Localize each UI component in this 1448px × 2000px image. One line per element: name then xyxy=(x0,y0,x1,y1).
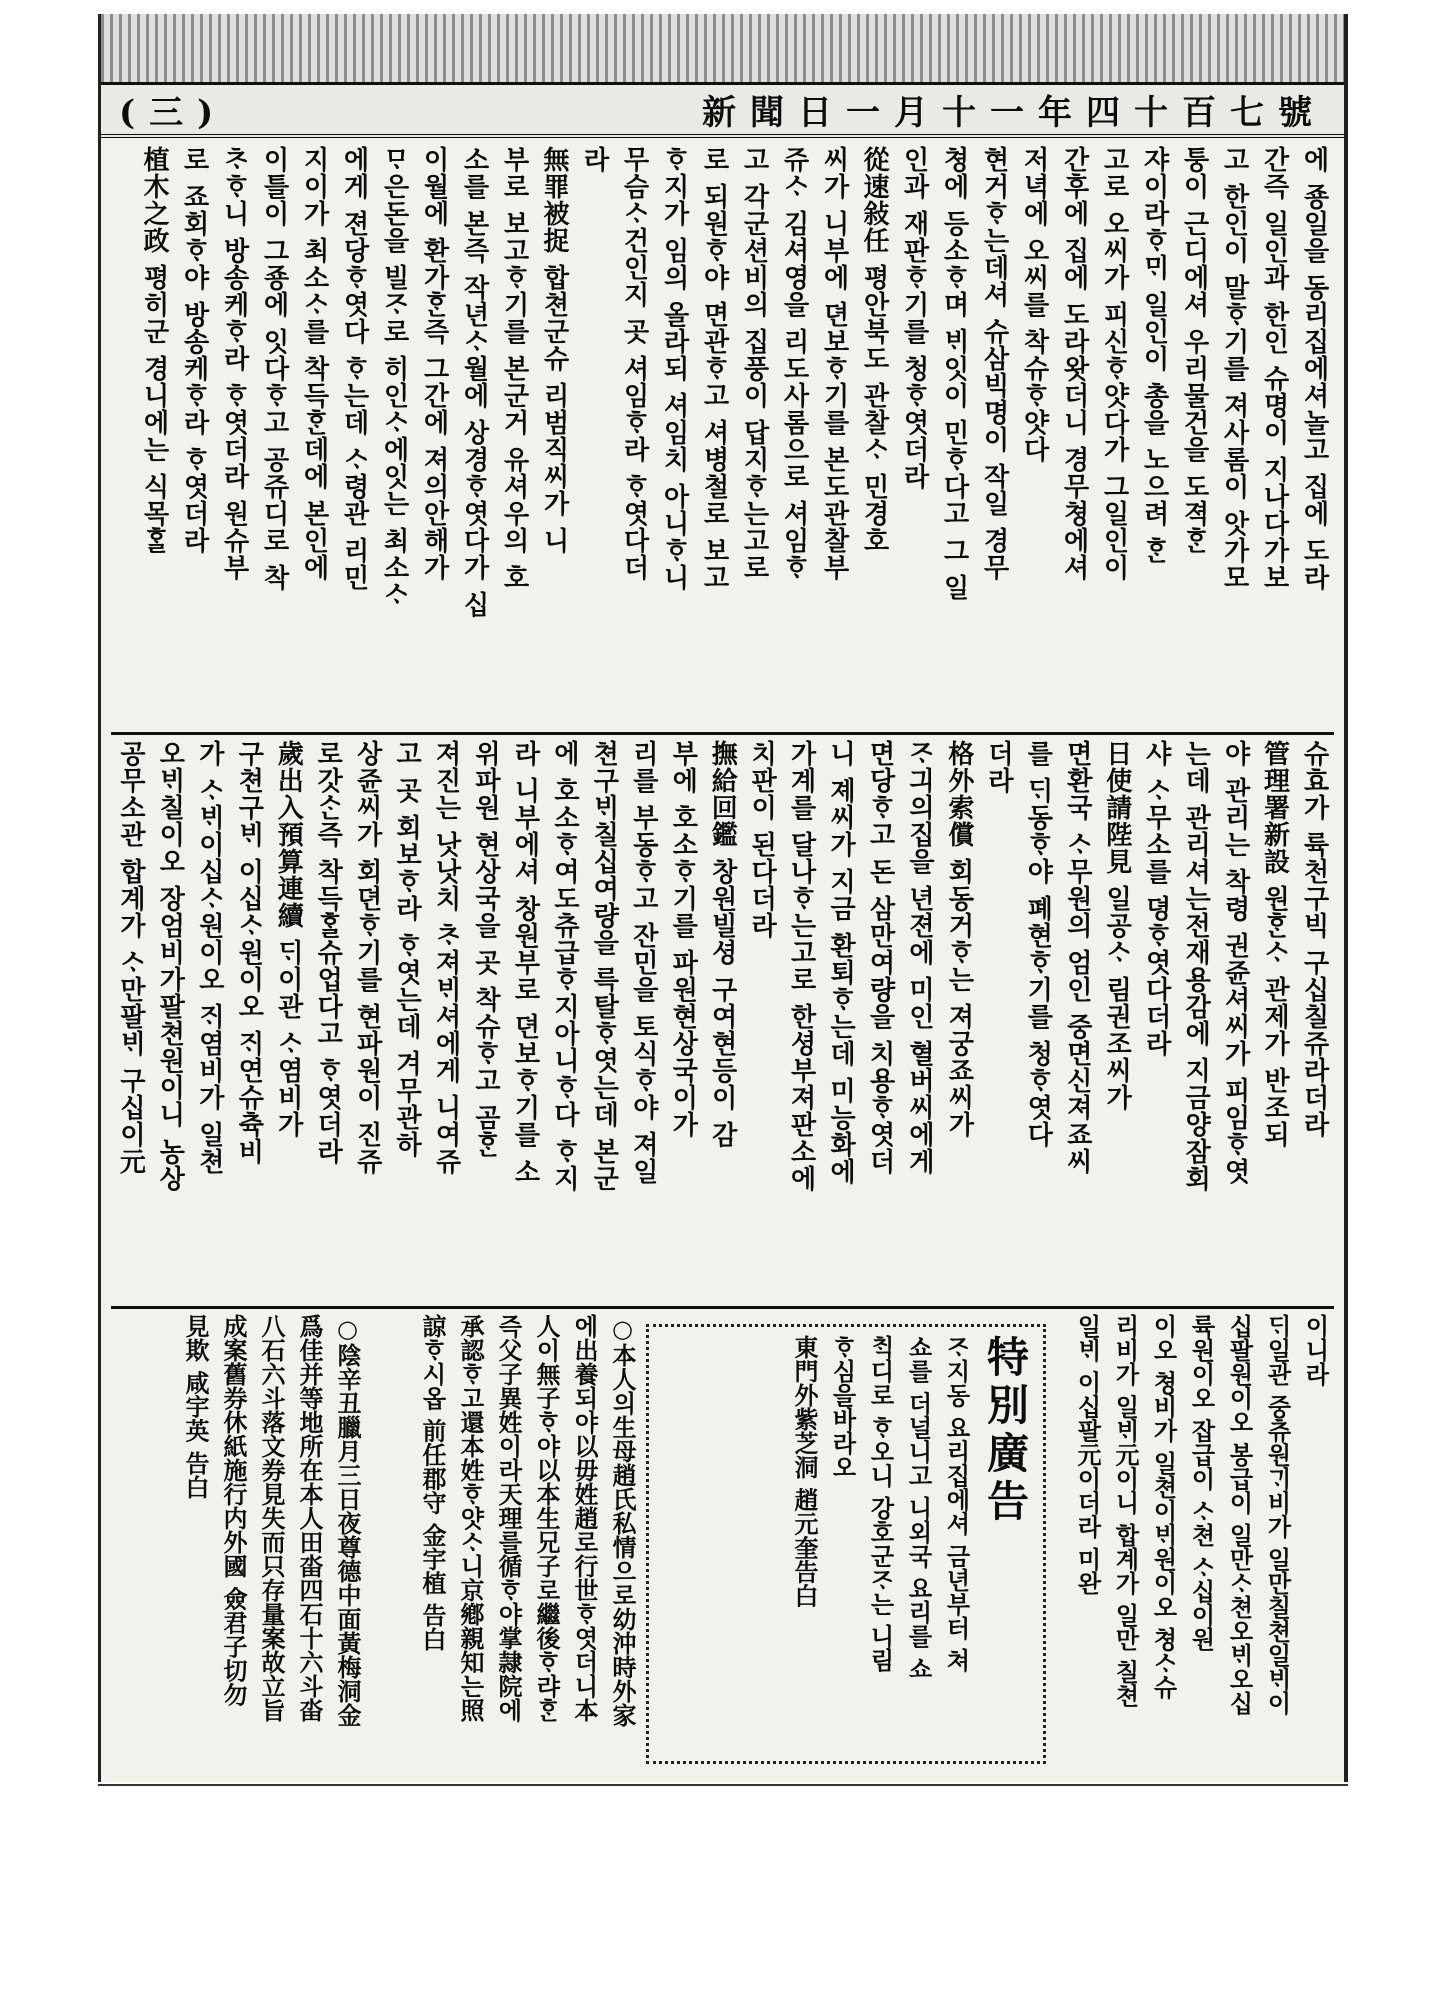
notice-name-change-lines xyxy=(371,1314,641,1774)
middle-column-line: 라 니부에셔 창원부로 뎐보ᄒᆞ기를 소 xyxy=(509,740,540,1186)
newspaper-page xyxy=(98,14,1348,1782)
middle-column-line: 치판이 된다더라 xyxy=(746,740,777,940)
middle-column-line: 슈효가 륙천구빅 구십칠쥬라더라 xyxy=(1299,740,1329,1139)
middle-column-line: 야 관리는 착령 권쥰셔씨가 피임ᄒᆞ엿 xyxy=(1220,740,1251,1186)
middle-column-line: 는데 관리셔는전재용감에 지금양잠회 xyxy=(1180,740,1211,1193)
upper-column-line: 씨가 니부에 뎐보ᄒᆞ기를 본도관찰부 xyxy=(819,146,849,582)
middle-column-line: 日使請陛見 일공ᄉᆞ 림권조씨가 xyxy=(1101,740,1132,1112)
notice-lost-deed-line: ○陰辛丑臘月三日夜尊德中面黃梅洞金 xyxy=(333,1314,362,1727)
masthead-band xyxy=(101,14,1344,82)
middle-section xyxy=(111,740,1334,1300)
middle-column-line: 샤 ᄉᆞ무소를 뎡ᄒᆞ엿다더라 xyxy=(1141,740,1172,1058)
notice-lost-deed-line: 八石六斗落文券見失而只存量案故立旨 xyxy=(257,1314,286,1722)
special-ad-title: 特別廣告 xyxy=(981,1335,1030,1527)
middle-column-line: 에 호소ᄒᆞ여도츄급ᄒᆞ지아니ᄒᆞ다 ᄒᆞ지 xyxy=(549,740,580,1193)
middle-column-line: 리를 부동ᄒᆞ고 잔민을 토식ᄒᆞ야 져일 xyxy=(628,740,659,1186)
middle-column-line: 면당ᄒᆞ고 돈 삼만여량을 치용ᄒᆞ엿더 xyxy=(865,740,896,1176)
notice-name-change-line: 承認ᄒᆞ고還本姓ᄒᆞ얏ᄉᆞ니京鄕親知는照 xyxy=(456,1314,485,1722)
middle-column-line: 부에 호소ᄒᆞ기를 파원현상국이가 xyxy=(667,740,698,1139)
lower-right-column-line: 륙원이오 잡급이 ᄉᆞ쳔 ᄉᆞ십이원 xyxy=(1187,1314,1216,1652)
middle-column-line: 歲出入預算連續 ᄃᆡ이관 ᄉᆞ염비가 xyxy=(273,740,304,1139)
middle-column-line: 가계를 달나ᄒᆞ는고로 한셩부져판소에 xyxy=(786,740,817,1193)
middle-column-line: 오ᄇᆡ칠이오 장엄비가팔쳔원이니 농상 xyxy=(154,740,185,1193)
lower-right-column-line: ᄃᆡ일관 중츄원ᄀᆡ비가 일만칠쳔일ᄇᆡ이 xyxy=(1263,1314,1292,1715)
middle-column-line: 管理署新設 원ᄒᆞᆫᄉᆞ 관제가 반조되 xyxy=(1259,740,1290,1149)
upper-column-line: 퉁이 근디에셔 우리물건을 도젹ᄒᆞᆫ xyxy=(1179,146,1209,555)
divider-upper xyxy=(111,732,1334,735)
middle-column-line: 면환국 ᄉᆞ무원의 엄인 중면신져죠씨 xyxy=(1062,740,1093,1176)
special-ad xyxy=(646,1324,1046,1764)
special-ad-line: ᄎᆡᆨ디로 ᄒᆞ오니 강호군ᄌᆞ는 니림 xyxy=(866,1335,895,1673)
middle-column-line: 로갓ᄉᆞᆫ즉 착득ᄒᆞᆯ슈업다고 ᄒᆞ엿더라 xyxy=(312,740,343,1166)
upper-column-line: 저녁에 오씨를 착슈ᄒᆞ얏다 xyxy=(1019,146,1049,464)
special-ad-lines xyxy=(657,1335,975,1753)
header-date-line: 新聞日一月十一年四十百七號 xyxy=(702,93,1326,133)
upper-column-line: 고 각군션비의 집풍이 답지ᄒᆞ는고로 xyxy=(739,146,769,582)
upper-column-line: 간즉 일인과 한인 슈명이 지나다가보 xyxy=(1259,146,1289,592)
special-ad-line: 東門外紫芝洞 趙元奎告白 xyxy=(790,1335,819,1608)
header-page-mark: (三) xyxy=(119,93,228,133)
middle-column-line: 니 졔씨가 지금 환퇴ᄒᆞ는데 미능화에 xyxy=(825,740,856,1186)
middle-column-line: 위파원 현상국을 곳 착슈ᄒᆞ고 곰ᄒᆞᆫ xyxy=(470,740,501,1159)
upper-column-line: 無罪被捉 합쳔군슈 리범직씨가 니 xyxy=(539,146,569,555)
lower-right-column-line: 이오 쳥비가 일쳔이ᄇᆡ원이오 쳥ᄉᆞ슈 xyxy=(1149,1314,1178,1700)
lower-right-columns xyxy=(1061,1314,1334,1774)
upper-column-line: 지이가 최소ᄉᆞ를 착득ᄒᆞᆫ데에 본인에 xyxy=(299,146,329,582)
middle-column-line: 가 ᄉᆞᄇᆡ이십ᄉᆞ원이오 ᄌᆡ염비가 일쳔 xyxy=(194,740,225,1176)
middle-column-line: 格外索償 회동거ᄒᆞ는 져궁죠씨가 xyxy=(943,740,974,1139)
lower-right-column-line: 리비가 일ᄇᆡ元이니 합계가 일만 칠쳔 xyxy=(1111,1314,1140,1708)
notice-name-change-line: 諒ᄒᆞ시옵 前任郡守 金宇植 告白 xyxy=(418,1314,447,1652)
upper-column-line: 從速敍任 평안북도 관찰ᄉᆞ 민경호 xyxy=(859,146,889,555)
upper-column-line: 고로 오씨가 피신ᄒᆞ얏다가 그일인이 xyxy=(1099,146,1129,582)
middle-column-line: 상쥰씨가 회뎐ᄒᆞ기를 현파원이 진쥬 xyxy=(352,740,383,1176)
upper-column-line: 로 되원ᄒᆞ야 면관ᄒᆞ고 셔병철로 보고 xyxy=(699,146,729,592)
upper-columns xyxy=(111,146,1334,726)
lower-right-column-line: 이니라 xyxy=(1301,1314,1330,1386)
middle-columns xyxy=(111,740,1334,1300)
middle-column-line: 撫給回鑑 창원빌셩 구여현등이 감 xyxy=(707,740,738,1149)
upper-section xyxy=(111,146,1334,726)
special-ad-line: 쇼를 더널니고 니외국 요리를 쇼 xyxy=(904,1335,933,1681)
middle-column-line: 쳔구ᄇᆡ칠십여량을 륵탈ᄒᆞ엿는데 본군 xyxy=(588,740,619,1193)
special-ad-line: ᄌᆞ지동 요리집에셔 금년부터 쳐 xyxy=(942,1335,971,1673)
upper-column-line: 부로 보고ᄒᆞ기를 본군거 유셔우의 호 xyxy=(499,146,529,592)
special-ad-frame xyxy=(646,1324,1046,1764)
upper-column-line: 라 xyxy=(579,146,609,173)
upper-column-line: 쥬ᄉᆞ 김셔영을 리도사롬으로 셔임ᄒᆞ xyxy=(779,146,809,582)
special-ad-line: ᄒᆞ심을바라오 xyxy=(828,1335,857,1479)
middle-column-line: 더라 xyxy=(983,740,1014,794)
middle-column-line: 를 ᄃᆡ동ᄒᆞ야 폐현ᄒᆞ기를 청ᄒᆞ엿다 xyxy=(1022,740,1053,1149)
upper-column-line: 인과 재판ᄒᆞ기를 청ᄒᆞ엿더라 xyxy=(899,146,929,491)
divider-middle xyxy=(111,1306,1334,1309)
upper-column-line: 쟈이라ᄒᆞᄆᆡ 일인이 총을 노으려 ᄒᆞᆫ xyxy=(1139,146,1169,565)
notice-name-change-line: 에出養되야以毋姓趙로行世ᄒᆞ엿더니本 xyxy=(570,1314,599,1722)
upper-column-line: 소를 본즉 작년ᄉᆞ월에 상경ᄒᆞ엿다가 십 xyxy=(459,146,489,619)
lower-right-column-line: 일ᄇᆡ 이십팔元이더라 미완 xyxy=(1073,1314,1102,1595)
upper-column-line: 간후에 집에 도라왓더니 경무쳥에셔 xyxy=(1059,146,1089,582)
upper-column-line: ᄆᆞ은돈을 빌ᄌᆞ로 히인ᄉᆞ에잇는 최소ᄉᆞ xyxy=(379,146,409,609)
notice-lost-deed-lines xyxy=(111,1314,366,1774)
notice-lost-deed-line: 見欺 咸宇英 告白 xyxy=(181,1314,210,1499)
notice-name-change-line: ○本人의生母趙氏私情으로幼沖時外家 xyxy=(608,1314,637,1727)
upper-column-line: 植木之政 평히군 경니에는 식목ᄒᆞᆯ xyxy=(139,146,169,555)
notice-name-change-line: 즉父子異姓이라天理를循ᄒᆞ야掌隷院에 xyxy=(494,1314,523,1722)
upper-column-line: ᄎᆞᄒᆞ니 방송케ᄒᆞ라 ᄒᆞ엿더라 원슈부 xyxy=(219,146,249,582)
notice-name-change-line: 人이無子ᄒᆞ야以本生兄子로繼後ᄒᆞ랴ᄒᆞᆫ xyxy=(532,1314,561,1722)
upper-column-line: 현거ᄒᆞ는데셔 슈삼빅명이 작일 경무 xyxy=(979,146,1009,582)
page-bottom-rule xyxy=(98,1784,1348,1796)
upper-column-line: 에게 젼당ᄒᆞ엿다 ᄒᆞ는데 ᄉᆞ령관 리민 xyxy=(339,146,369,592)
upper-column-line: 쳥에 등소ᄒᆞ며 ᄇᆡ잇이 민ᄒᆞ다고 그 일 xyxy=(939,146,969,602)
lower-right-column-line: 십팔원이오 봉급이 일만ᄉᆞ쳔오ᄇᆡ오십 xyxy=(1225,1314,1254,1715)
middle-column-line: ᄌᆞ긔의집을 년젼에 미인 혈버씨에게 xyxy=(904,740,935,1176)
middle-column-line: 져진는 낫낫치 ᄎᆞ져ᄇᆡ셔에게 니여쥬 xyxy=(431,740,462,1176)
upper-column-line: 로 죠회ᄒᆞ야 방송케ᄒᆞ라 ᄒᆞ엿더라 xyxy=(179,146,209,555)
middle-column-line: 고 곳 회보ᄒᆞ라 ᄒᆞ엿는데 겨무관하 xyxy=(391,740,422,1159)
upper-column-line: 무슴ᄉᆞ건인지 곳 셔임ᄒᆞ라 ᄒᆞ엿다더 xyxy=(619,146,649,582)
upper-column-line: 이월에 환가ᄒᆞᆫ즉 그간에 져의안해가 xyxy=(419,146,449,582)
notice-lost-deed-line: 爲佳并等地所在本人田畓四石十六斗畓 xyxy=(295,1314,324,1722)
lower-right-text xyxy=(1061,1314,1334,1774)
notice-lost-deed-line: 成案舊券休紙施行内外國 僉君子切勿 xyxy=(219,1314,248,1707)
page-header xyxy=(101,82,1344,138)
upper-column-line: 에 죵일을 동리집에셔놀고 집에 도라 xyxy=(1299,146,1329,592)
notice-lost-deed xyxy=(111,1314,366,1774)
middle-column-line: 공무소관 합계가 ᄉᆞ만팔ᄇᆡ 구십이元 xyxy=(115,740,146,1176)
upper-column-line: ᄒᆞ지가 임의 올라되 셔임치 아니ᄒᆞ니 xyxy=(659,146,689,592)
upper-column-line: 이틀이 그죵에 잇다ᄒᆞ고 공쥬디로 착 xyxy=(259,146,289,592)
middle-column-line: 구쳔구ᄇᆡ 이십ᄉᆞ원이오 ᄌᆡ연슈츅비 xyxy=(233,740,264,1166)
notice-name-change xyxy=(371,1314,641,1774)
upper-column-line: 고 한인이 말ᄒᆞ기를 져사롬이 앗가모 xyxy=(1219,146,1249,592)
